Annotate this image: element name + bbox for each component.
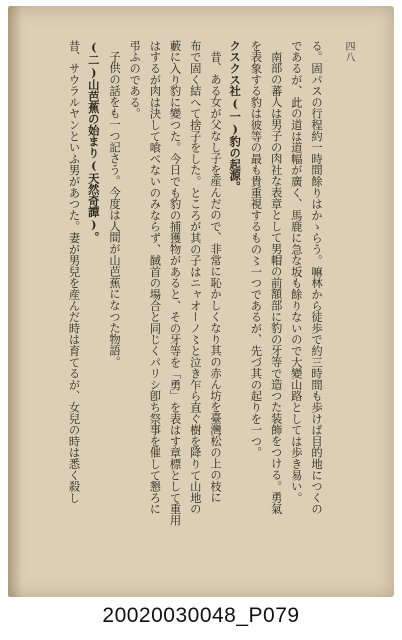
text-line: 弔ふのである。: [128, 40, 142, 120]
text-line: 藪に入り豹に變つた。今日でも豹の捕獲物があると、その牙等を「勇」を表はす章標として重用: [168, 40, 182, 526]
section-heading-leopard: クスクス社(一)豹の起源。: [228, 40, 243, 193]
text-line: 子供の話をも一つ記さう。今度は人間が山芭蕉になつた物語。: [107, 51, 121, 368]
text-line: 布で固く結へて捨子をした。ところが其の子はニャオーノ〻と泣き乍ら直ぐ樹を降りて山地の: [188, 40, 202, 515]
text-line: であるが、此の道は道幅が廣く、馬鹿に急な坂も餘りないので大變山路としては歩き易い。: [289, 40, 303, 504]
image-id-caption: 20020030048_P079: [102, 604, 300, 627]
book-page: [8, 6, 394, 597]
text-line: 南部の蕃人は男子の肉社な表章として男帽の前額部に豹の牙等で造つた装飾をつける。勇氣: [269, 51, 283, 515]
text-line: はするが肉は決して喰べないのみならず、馘首の場合と同じくパリシ卽ち祭事を催して懇ろに: [148, 40, 162, 515]
text-line: る。固パスの行程約一時間餘りはかゝらう。嘛林から徒歩で約三時間も歩けば目的地につくの: [310, 40, 323, 515]
vertical-text-body: [63, 40, 326, 526]
text-line: を表象する豹は彼等の最も貴重視するもの〻一つであるが、先づ其の起りを一つ。: [249, 40, 263, 459]
text-line: 昔、ある女が父なし子を産んだので、非常に恥かしくなり其の赤ん坊を臺灣松の上の枝に: [208, 51, 222, 503]
section-heading-banana: (二)山芭蕉の始まり(天然奇譚)。: [86, 40, 101, 243]
page-number: 四八: [343, 41, 354, 63]
text-line: 昔、サウラルヤンといふ男があつた。妻が男兒を産んだ時は育てるが、女兒の時は悉く殺し: [67, 40, 81, 504]
